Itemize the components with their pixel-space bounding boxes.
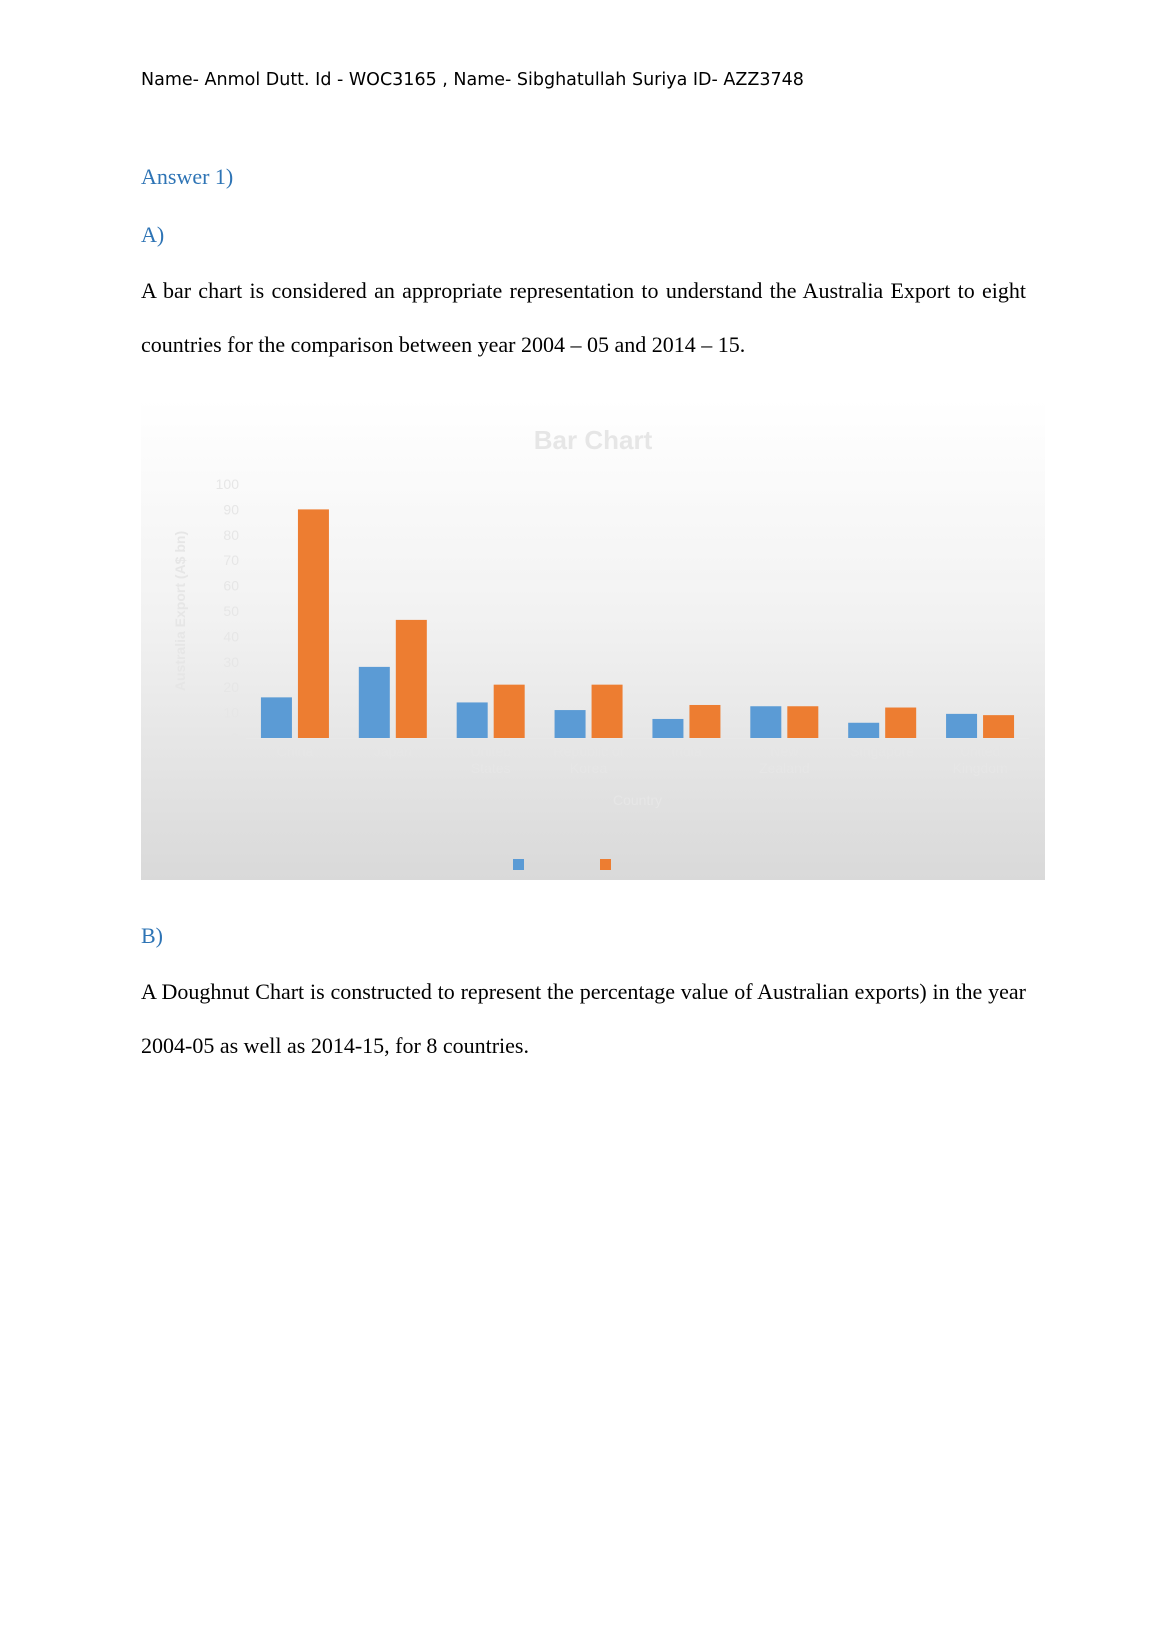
- bar-series1: [457, 702, 488, 738]
- x-tick-label: States: [470, 760, 511, 776]
- y-tick-label: 30: [223, 653, 239, 670]
- x-tick-label: New: [770, 743, 799, 759]
- y-tick-label: 80: [223, 526, 239, 543]
- x-tick-label: India: [671, 743, 702, 759]
- bar-series1: [848, 723, 879, 738]
- chart-title: Bar Chart: [533, 425, 653, 455]
- y-tick-label: 90: [223, 501, 239, 518]
- x-tick-label: Kingdom: [952, 760, 1008, 776]
- x-tick-label: United: [959, 743, 1001, 759]
- y-tick-label: 10: [223, 704, 239, 721]
- answer-heading: Answer 1): [141, 164, 234, 189]
- section-a-label: A): [141, 222, 165, 247]
- y-tick-label: 100: [215, 476, 239, 492]
- bar-series1: [946, 714, 977, 738]
- bar-series1: [261, 697, 292, 738]
- y-tick-label: 0: [231, 730, 239, 746]
- bar-series2: [494, 685, 525, 738]
- y-tick-label: 20: [223, 679, 239, 696]
- bar-series1: [652, 719, 683, 738]
- x-tick-label: Republic of: [553, 743, 624, 759]
- bar-series2: [885, 708, 916, 738]
- bar-series1: [359, 667, 390, 738]
- x-tick-label: Japan: [373, 743, 412, 759]
- section-b-paragraph: A Doughnut Chart is constructed to represent the percentage value of Australian exports) in the year 2004-05 as well as 2014-15, for 8 countries.: [141, 979, 1026, 1058]
- y-tick-label: 40: [223, 628, 239, 645]
- bar-series2: [983, 715, 1014, 738]
- author-header: Name- Anmol Dutt. Id - WOC3165 , Name- Sibghatullah Suriya ID- AZZ3748: [141, 70, 804, 90]
- legend-swatch-series1: [513, 859, 524, 870]
- section-b-label: B): [141, 923, 163, 948]
- bar-series2: [396, 620, 427, 738]
- y-tick-label: 60: [223, 577, 239, 594]
- y-tick-label: 70: [223, 552, 239, 569]
- bar-series2: [592, 685, 623, 738]
- x-tick-label: United: [470, 743, 511, 759]
- x-axis-label: Country: [612, 792, 663, 808]
- x-tick-label: Korea: [569, 760, 608, 776]
- bar-series1: [555, 710, 586, 738]
- y-axis-label: Australia Export (A$ bn): [172, 530, 188, 692]
- legend-swatch-series2: [600, 859, 611, 870]
- x-tick-label: Singapore: [850, 743, 915, 759]
- x-tick-label: Zealand: [759, 760, 810, 776]
- x-tick-label: China: [276, 743, 314, 759]
- bar-series2: [298, 509, 329, 738]
- y-tick-label: 50: [223, 603, 239, 619]
- bar-chart: [141, 399, 1045, 880]
- bar-series2: [787, 706, 818, 738]
- section-a-paragraph: A bar chart is considered an appropriate representation to understand the Australia Export to eight countries for the comparison between year 2004 – 05 and 2014 – 15.: [141, 278, 1026, 357]
- bar-chart-svg: [141, 399, 1045, 880]
- bar-series2: [689, 705, 720, 738]
- bar-series1: [750, 706, 781, 738]
